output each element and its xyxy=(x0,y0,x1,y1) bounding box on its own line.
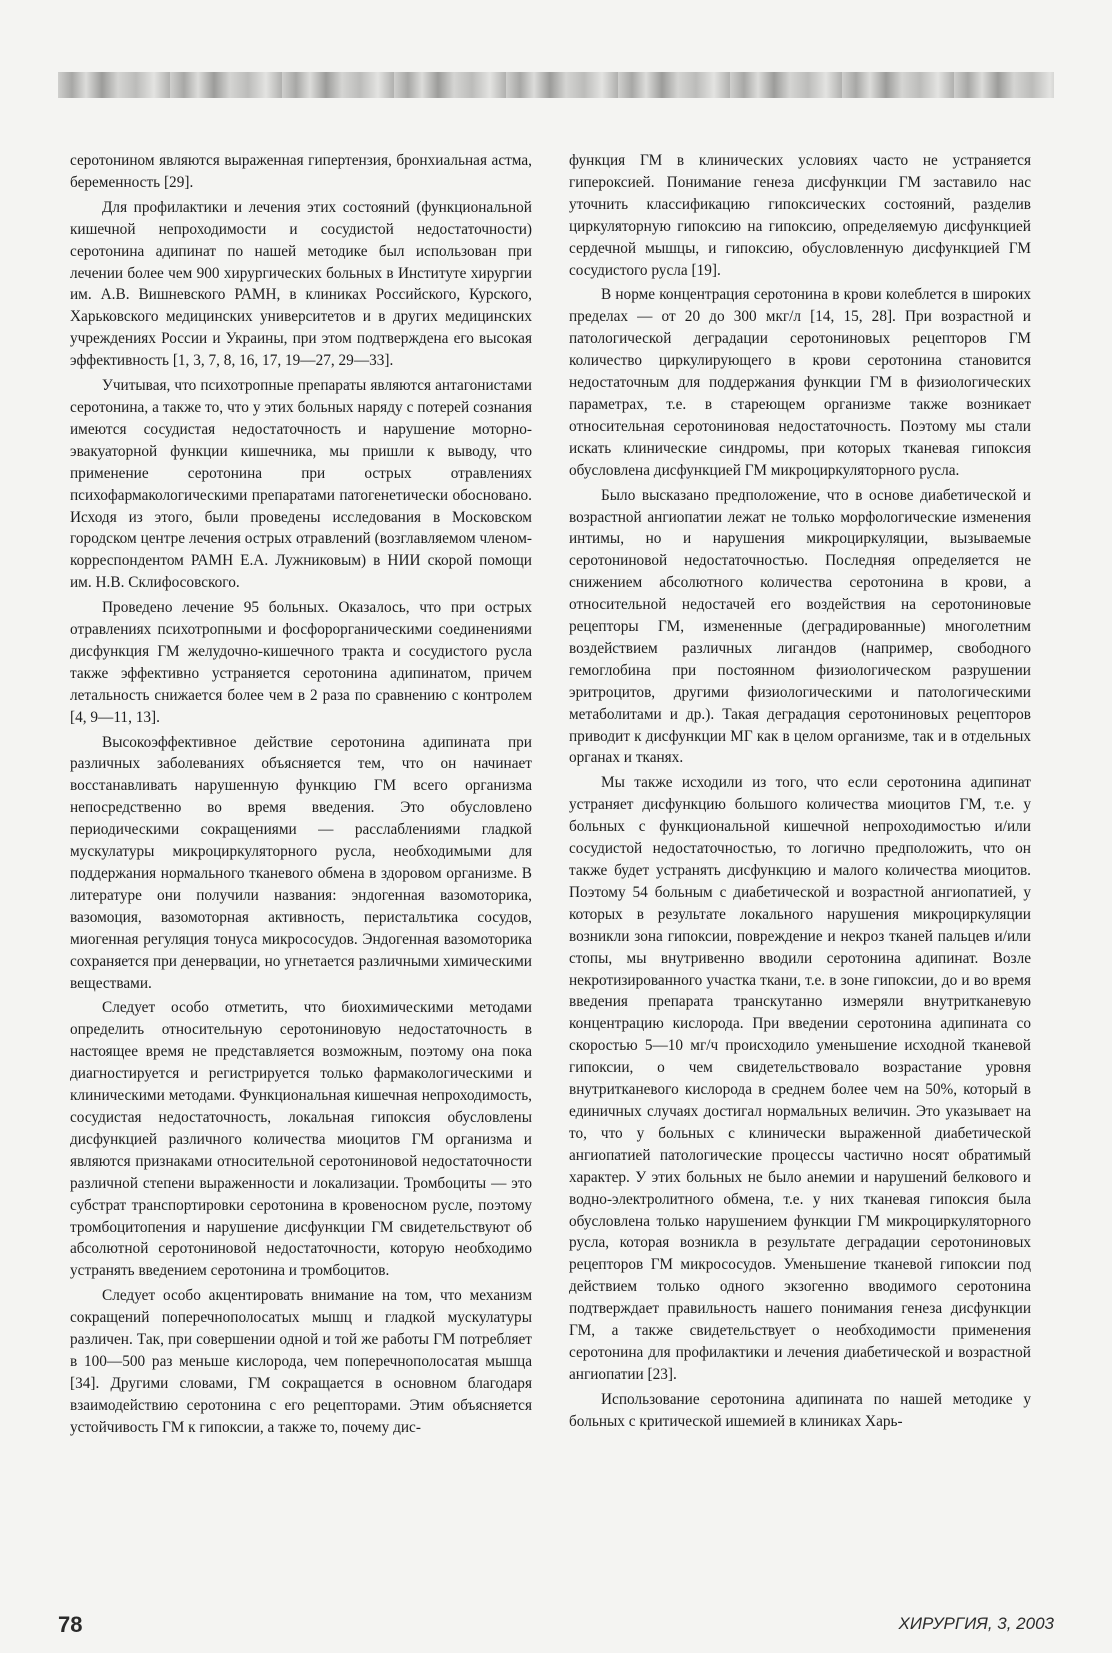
paragraph: Учитывая, что психотропные препараты являются антагонистами серотонина, а также то, что у этих больных наряду с потерей сознания имеются сосудистая недостаточность и нарушение моторно-эвакуаторной функции кишечника, мы пришли к выводу, что применение серотонина при острых отравлениях психофармакологическими препаратами патогенетически обосновано. Исходя из этого, были проведены исследования в Московском городском центре лечения острых отравлений (возглавляемом членом-корреспондентом РАМН Е.А. Лужниковым) в НИИ скорой помощи им. Н.В. Склифосовского. xyxy=(70,377,532,592)
paragraph: Следует особо отметить, что биохимическими методами определить относительную серотониновую недостаточность в настоящее время не представляется возможным, поэтому она пока диагностируется и регистрируется только фармакологическими и клиническими методами. Функциональная кишечная непроходимость, сосудистая недостаточность, локальная гипоксия обусловлены дисфункцией различного количества миоцитов ГМ организма и являются признаками относительной серотониновой недостаточности различной степени выраженности и локализации. Тромбоциты — это субстрат транспортировки серотонина в кровеносном русле, поэтому тромбоцитопения и нарушение дисфункции ГМ свидетельствуют об абсолютной серотониновой недостаточности, которую необходимо устранять введением серотонина и тромбоцитов. xyxy=(70,999,532,1280)
page-footer xyxy=(58,1612,1054,1636)
paragraph: Для профилактики и лечения этих состояний (функциональной кишечной непроходимости и сосудистой недостаточности) серотонина адипинат по нашей методике был использован при лечении более чем 900 хирургических больных в Институте хирургии им. А.В. Вишневского РАМН, в клиниках Российского, Курского, Харьковского медицинских университетов и в других медицинских учреждениях России и Украины, при этом подтверждена его высокая эффективность [1, 3, 7, 8, 16, 17, 19—27, 29—33]. xyxy=(70,198,532,370)
paragraph: В норме концентрация серотонина в крови колеблется в широких пределах — от 20 до 300 мкг/л [14, 15, 28]. При возрастной и патологической деградации серотониновых рецепторов ГМ количество циркулирующего в крови серотонина становится недостаточным для поддержания функции ГМ в физиологических параметрах, т.е. в стареющем организме также возникает относительная серотониновая недостаточность. Поэтому мы стали искать клинические синдромы, при которых тканевая гипоксия обусловлена дисфункцией ГМ микроциркуляторного русла. xyxy=(569,286,1031,479)
right-column xyxy=(569,150,1031,1433)
paragraph: функция ГМ в клинических условиях часто не устраняется гипероксией. Понимание генеза дисфункции ГМ заставило нас уточнить классификацию гипоксических состояний, разделив циркуляторную гипоксию на гипоксию, определяемую дисфункцией сердечной мышцы, и гипоксию, обусловленную дисфункцией ГМ сосудистого русла [19]. xyxy=(569,152,1031,279)
page-number: 78 xyxy=(58,1612,83,1637)
journal-title: ХИРУРГИЯ, 3, 2003 xyxy=(898,1614,1054,1633)
paragraph: Высокоэффективное действие серотонина адипината при различных заболеваниях объясняется тем, что он начинает восстанавливать нарушенную функцию ГМ всего организма непосредственно во время введения. Это обусловлено периодическими сокращениями — расслаблениями гладкой мускулатуры микроциркуляторного русла, необходимыми для поддержания нормального тканевого обмена в здоровом организме. В литературе они получили названия: эндогенная вазомоторика, вазомоция, вазомоторная активность, перистальтика сосудов, миогенная регуляция тонуса микрососудов. Эндогенная вазомоторика сохраняется при денервации, но угнетается различными химическими веществами. xyxy=(70,733,532,992)
paragraph: Следует особо акцентировать внимание на том, что механизм сокращений поперечнополосатых мышц и гладкой мускулатуры различен. Так, при совершении одной и той же работы ГМ потребляет в 100—500 раз меньше кислорода, чем поперечнополосатая мышца [34]. Другими словами, ГМ сокращается в основном благодаря взаимодействию серотонина с его рецепторами. Этим объясняется устойчивость ГМ к гипоксии, а также то, почему дис- xyxy=(70,1287,532,1436)
paragraph: серотонином являются выраженная гипертензия, бронхиальная астма, беременность [29]. xyxy=(70,152,532,191)
left-column xyxy=(70,150,532,1439)
paragraph: Мы также исходили из того, что если серотонина адипинат устраняет дисфункцию большого количества миоцитов ГМ, т.е. у больных с функциональной кишечной непроходимостью и/или сосудистой недостаточностью, то логично предположить, что он также будет устранять дисфункцию и малого количества миоцитов. Поэтому 54 больным с диабетической и возрастной ангиопатией, у которых в результате локального нарушения микроциркуляции возникли зона гипоксии, повреждение и некроз тканей пальцев и/или стопы, мы внутривенно вводили серотонина адипинат. Возле некротизированного участка ткани, т.е. в зоне гипоксии, до и во время введения препарата транскутанно измеряли внутритканевую концентрацию кислорода. При введении серотонина адипината со скоростью 5—10 мг/ч происходило уменьшение исходной тканевой гипоксии, о чем свидетельствовало возрастание уровня внутритканевого кислорода в среднем более чем на 50%, который в единичных случаях достигал нормальных величин. Это указывает на то, что у больных с клинически выраженной диабетической ангиопатией патологические процессы частично носят обратимый характер. У этих больных не было анемии и нарушений белкового и водно-электролитного обмена, т.е. у них тканевая гипоксия была обусловлена только нарушением функции ГМ микроциркуляторного русла, которая возникла в результате деградации серотониновых рецепторов ГМ микрососудов. Уменьшение тканевой гипоксии под действием только одного экзогенно вводимого серотонина подтверждает правильность нашего понимания генеза дисфункции ГМ, а также свидетельствует о необходимости применения серотонина для профилактики и лечения диабетической и возрастной ангиопатии [23]. xyxy=(569,774,1031,1383)
paragraph: Проведено лечение 95 больных. Оказалось, что при острых отравлениях психотропными и фосфорорганическими соединениями дисфункция ГМ желудочно-кишечного тракта и сосудистого русла также эффективно устраняется серотонина адипинатом, причем летальность снижается более чем в 2 раза по сравнению с контролем [4, 9—11, 13]. xyxy=(70,599,532,726)
header-decorative-band xyxy=(58,72,1054,98)
paragraph: Использование серотонина адипината по нашей методике у больных с критической ишемией в клиниках Харь- xyxy=(569,1390,1031,1430)
paragraph: Было высказано предположение, что в основе диабетической и возрастной ангиопатии лежат не только морфологические изменения интимы, но и нарушения микроциркуляции, вызываемые серотониновой недостаточностью. Последняя определяется не снижением абсолютного количества серотонина в крови, а относительной недостачей его воздействия на серотониновые рецепторы ГМ, измененные (деградированные) многолетним воздействием различных лигандов (например, свободного гемоглобина при постоянном физиологическом разрушении эритроцитов, другими физиологическими и патологическими метаболитами и др.). Такая деградация серотониновых рецепторов приводит к дисфункции МГ как в целом организме, так и в отдельных органах и тканях. xyxy=(569,486,1031,767)
